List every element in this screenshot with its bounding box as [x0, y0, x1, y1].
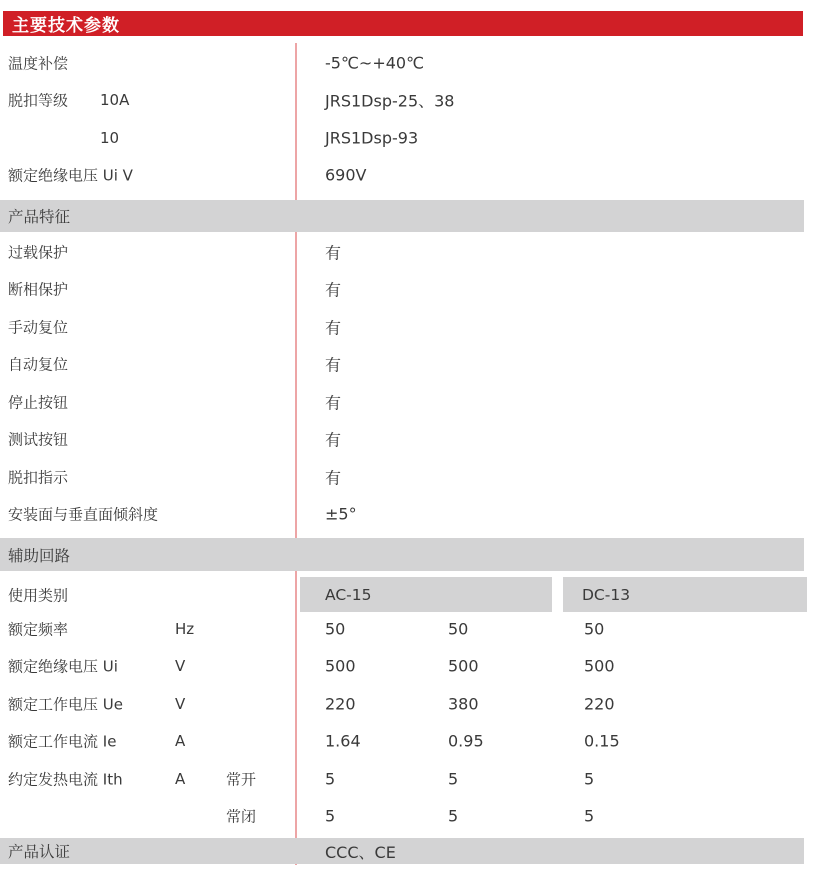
- cell-value: 5: [448, 806, 459, 826]
- table-row: [0, 723, 818, 761]
- row-label: 额定工作电压 Ue: [8, 695, 123, 714]
- table-row: [0, 610, 818, 648]
- row-unit: V: [175, 694, 186, 713]
- row-value: ±5°: [325, 504, 357, 524]
- row-value: 690V: [325, 165, 367, 185]
- section-title: 辅助回路: [8, 546, 71, 565]
- features-section-header-bar: [0, 200, 804, 232]
- table-row: [0, 82, 818, 120]
- row-value: 有: [325, 280, 342, 300]
- row-label: 约定发热电流 Ith: [8, 770, 123, 789]
- table-row: [0, 798, 818, 836]
- table-row: [0, 346, 818, 384]
- column-header: DC-13: [582, 585, 631, 604]
- aux-section: [0, 610, 818, 835]
- table-row: [0, 157, 818, 195]
- cell-value: 380: [448, 694, 479, 714]
- row-value: 有: [325, 355, 342, 375]
- table-row: [0, 44, 818, 82]
- row-value: 有: [325, 243, 342, 263]
- cell-value: 500: [448, 656, 479, 676]
- row-label: 温度补偿: [8, 54, 69, 73]
- table-row: [0, 308, 818, 346]
- cell-value: 0.15: [584, 731, 620, 751]
- row-label: 额定绝缘电压 Ui: [8, 657, 118, 676]
- row-unit: A: [175, 769, 186, 788]
- cell-value: 5: [325, 769, 336, 789]
- row-value: JRS1Dsp-25、38: [325, 91, 455, 111]
- cell-value: 5: [584, 769, 595, 789]
- row-label: 手动复位: [8, 318, 69, 337]
- row-label: 额定绝缘电压 Ui V: [8, 166, 133, 185]
- cell-value: 50: [584, 619, 605, 639]
- cell-value: 220: [584, 694, 615, 714]
- row-label: 安装面与垂直面倾斜度: [8, 505, 159, 524]
- row-sublabel: 10A: [100, 91, 130, 110]
- table-row: [0, 685, 818, 723]
- row-contact-type: 常开: [226, 770, 257, 789]
- cell-value: 1.64: [325, 731, 361, 751]
- cell-value: 500: [584, 656, 615, 676]
- table-row: [0, 648, 818, 686]
- cell-value: 5: [584, 806, 595, 826]
- row-label: 自动复位: [8, 355, 69, 374]
- row-label: 测试按钮: [8, 430, 69, 449]
- table-row: [0, 421, 818, 459]
- row-value: 有: [325, 318, 342, 338]
- column-header: AC-15: [325, 585, 372, 604]
- table-row: [0, 119, 818, 157]
- cell-value: 5: [325, 806, 336, 826]
- table-row: [0, 383, 818, 421]
- cell-value: 500: [325, 656, 356, 676]
- row-label: 过载保护: [8, 243, 69, 262]
- row-label: 脱扣等级: [8, 91, 69, 110]
- row-label: 额定工作电流 Ie: [8, 732, 117, 751]
- row-unit: A: [175, 732, 186, 751]
- row-label: 脱扣指示: [8, 468, 69, 487]
- main-section-header-bar: [3, 11, 803, 36]
- table-row: [0, 233, 818, 271]
- main-params-section: [0, 44, 818, 194]
- usage-col-ac15: [300, 577, 552, 612]
- row-value: -5℃~+40℃: [325, 53, 425, 73]
- table-row: [0, 458, 818, 496]
- row-value: 有: [325, 430, 342, 450]
- certification-label: 产品认证: [8, 843, 71, 861]
- page-title: 主要技术参数: [12, 16, 120, 36]
- cell-value: 50: [448, 619, 469, 639]
- row-value: JRS1Dsp-93: [325, 128, 419, 148]
- usage-col-dc13: [563, 577, 807, 612]
- cell-value: 5: [448, 769, 459, 789]
- row-label: 停止按钮: [8, 393, 69, 412]
- certification-bar: [0, 838, 804, 864]
- features-section: [0, 233, 818, 533]
- cell-value: 220: [325, 694, 356, 714]
- row-unit: Hz: [175, 619, 195, 638]
- section-title: 产品特征: [8, 208, 71, 226]
- cell-value: 0.95: [448, 731, 484, 751]
- row-label: 额定频率: [8, 620, 69, 639]
- row-sublabel: 10: [100, 128, 120, 147]
- row-contact-type: 常闭: [226, 807, 257, 826]
- cell-value: 50: [325, 619, 346, 639]
- row-value: 有: [325, 393, 342, 413]
- row-label: 使用类别: [8, 586, 69, 604]
- row-unit: V: [175, 657, 186, 676]
- row-label: 断相保护: [8, 280, 69, 299]
- row-value: 有: [325, 468, 342, 488]
- table-row: [0, 496, 818, 534]
- certification-value: CCC、CE: [325, 842, 396, 862]
- table-row: [0, 760, 818, 798]
- usage-category-row: [0, 577, 818, 612]
- aux-section-header-bar: [0, 538, 804, 571]
- table-row: [0, 271, 818, 309]
